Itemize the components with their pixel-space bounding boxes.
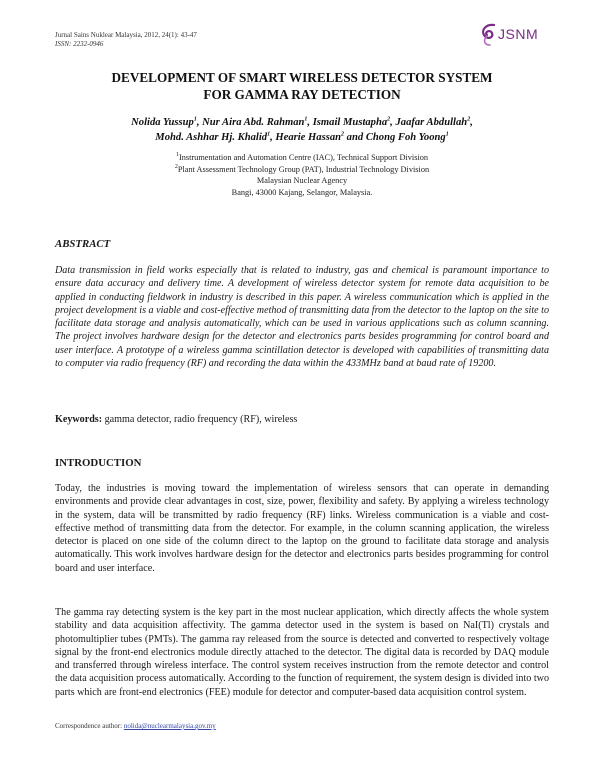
author-name: Mohd. Ashhar Hj. Khalid [155, 131, 268, 143]
author-affiliation-mark: 1 [445, 130, 449, 137]
affiliation-text: Plant Assessment Technology Group (PAT), Industrial Technology Division [177, 164, 430, 174]
author-name: Ismail Mustapha [312, 117, 388, 128]
author-name: Chong Foh Yoong [365, 131, 446, 143]
keywords-text: gamma detector, radio frequency (RF), wireless [102, 414, 298, 425]
author-affiliation-mark: 2 [341, 130, 345, 137]
author-affiliation-mark: 2 [467, 116, 471, 123]
affiliation-text: Instrumentation and Automation Centre (IAC), Technical Support Division [178, 153, 429, 162]
logo-swirl-icon [478, 22, 500, 48]
author-list [55, 116, 549, 145]
author-affiliation-mark: 2 [387, 116, 391, 123]
correspondence-email-link[interactable]: nolida@nuclearmalaysia.gov.my [123, 722, 216, 730]
author-line-2 [55, 131, 549, 146]
introduction-paragraph-1: Today, the industries is moving toward the implementation of wireless sensors that can operate in demanding environments and provide clear advantages in cost, size, power, flexibility and safety. By applying a wireless technology in the system, data will be transmitted by radio frequency (RF) links. Wireless communication is a viable and cost-effective method of transmitting data from the detector. For example, in the column scanning application, the wireless detector is placed on one side of the column direct to the laptop on the ground to facilitate data storage and analysis automatically. This work involves hardware design for the detector and electronics parts besides programming for control board and user interface. [55, 483, 549, 574]
abstract-heading: ABSTRACT [55, 238, 111, 250]
correspondence-label: Correspondence author: [55, 722, 124, 730]
author-name: Nur Aira Abd. Rahman [202, 117, 305, 128]
author-affiliation-mark: 1 [267, 130, 271, 137]
journal-issn: ISSN: 2232-0946 [55, 40, 104, 48]
author-separator: , [470, 117, 473, 128]
affiliation-number: 1 [175, 152, 179, 159]
author-name: Nolida Yussup [131, 117, 194, 128]
logo-text: JSNM [498, 26, 539, 42]
keywords-label: Keywords: [55, 414, 103, 425]
title-line-1: DEVELOPMENT OF SMART WIRELESS DETECTOR SYSTEM [111, 70, 493, 85]
author-affiliation-mark: 1 [304, 116, 308, 123]
agency: Malaysian Nuclear Agency [256, 176, 348, 185]
author-affiliation-mark: 1 [193, 116, 197, 123]
affiliation-number: 2 [174, 163, 178, 170]
introduction-paragraph-2: The gamma ray detecting system is the key part in the most nuclear application, which directly affects the whole system stability and data acquisition affectivity. The gamma detector used in the system is based on NaI(Tl) crystals and photomultiplier tubes (PMTs). The gamma ray released from the source is detected and converted to respectively voltage signal by the front-end electronics module directly attached to the detector. The digital data is recorded by DAQ module and transferred through wireless interface. The control system receives instruction from the remote detector and control the data acquisition process automatically. According to the function of requirement, the system design is divided into two parts which are front-end electronics (FEE) module for detector and computer-based data acquisition control system. [55, 607, 549, 698]
correspondence-footer [55, 722, 216, 730]
author-name: Jaafar Abdullah [395, 117, 468, 128]
author-separator: , [270, 131, 276, 143]
affiliation-1 [55, 152, 549, 164]
jsnm-logo [478, 22, 548, 48]
affiliation-2 [55, 164, 549, 176]
journal-citation: Jurnal Sains Nuklear Malaysia, 2012, 24(1): 43-47 [55, 31, 197, 39]
keywords [55, 414, 549, 425]
affiliations [55, 152, 549, 198]
paper-title [55, 70, 549, 103]
journal-header [55, 31, 197, 49]
author-separator: , [196, 117, 203, 128]
abstract-body: Data transmission in field works especially that is related to industry, gas and chemical is paramount importance to ensure data accuracy and delivery time. A development of wireless detector system for remote data acquisition to be applied in conducting fieldwork in industry is described in this paper. A wireless communication which is applied in the project development is a viable and cost-effective method of transmitting data from the detector to the laptop on the site to facilitate data storage and analysis automatically, which can be used in various applications such as column scanning. The project involves hardware design for the detector and electronics parts besides programming for control board and user interface. A prototype of a wireless gamma scintillation detector is developed with capabilities of transmitting data to computer via radio frequency (RF) and recording the data within the 433MHz band at baud rate of 19200. [55, 265, 549, 370]
author-separator: , [307, 117, 313, 128]
address: Bangi, 43000 Kajang, Selangor, Malaysia. [231, 187, 373, 197]
title-line-2: FOR GAMMA RAY DETECTION [203, 86, 401, 102]
author-separator: , [390, 117, 396, 128]
author-line-1 [55, 116, 549, 131]
author-separator: and [344, 131, 366, 143]
introduction-heading: INTRODUCTION [55, 457, 142, 469]
author-name: Hearie Hassan [275, 131, 342, 143]
